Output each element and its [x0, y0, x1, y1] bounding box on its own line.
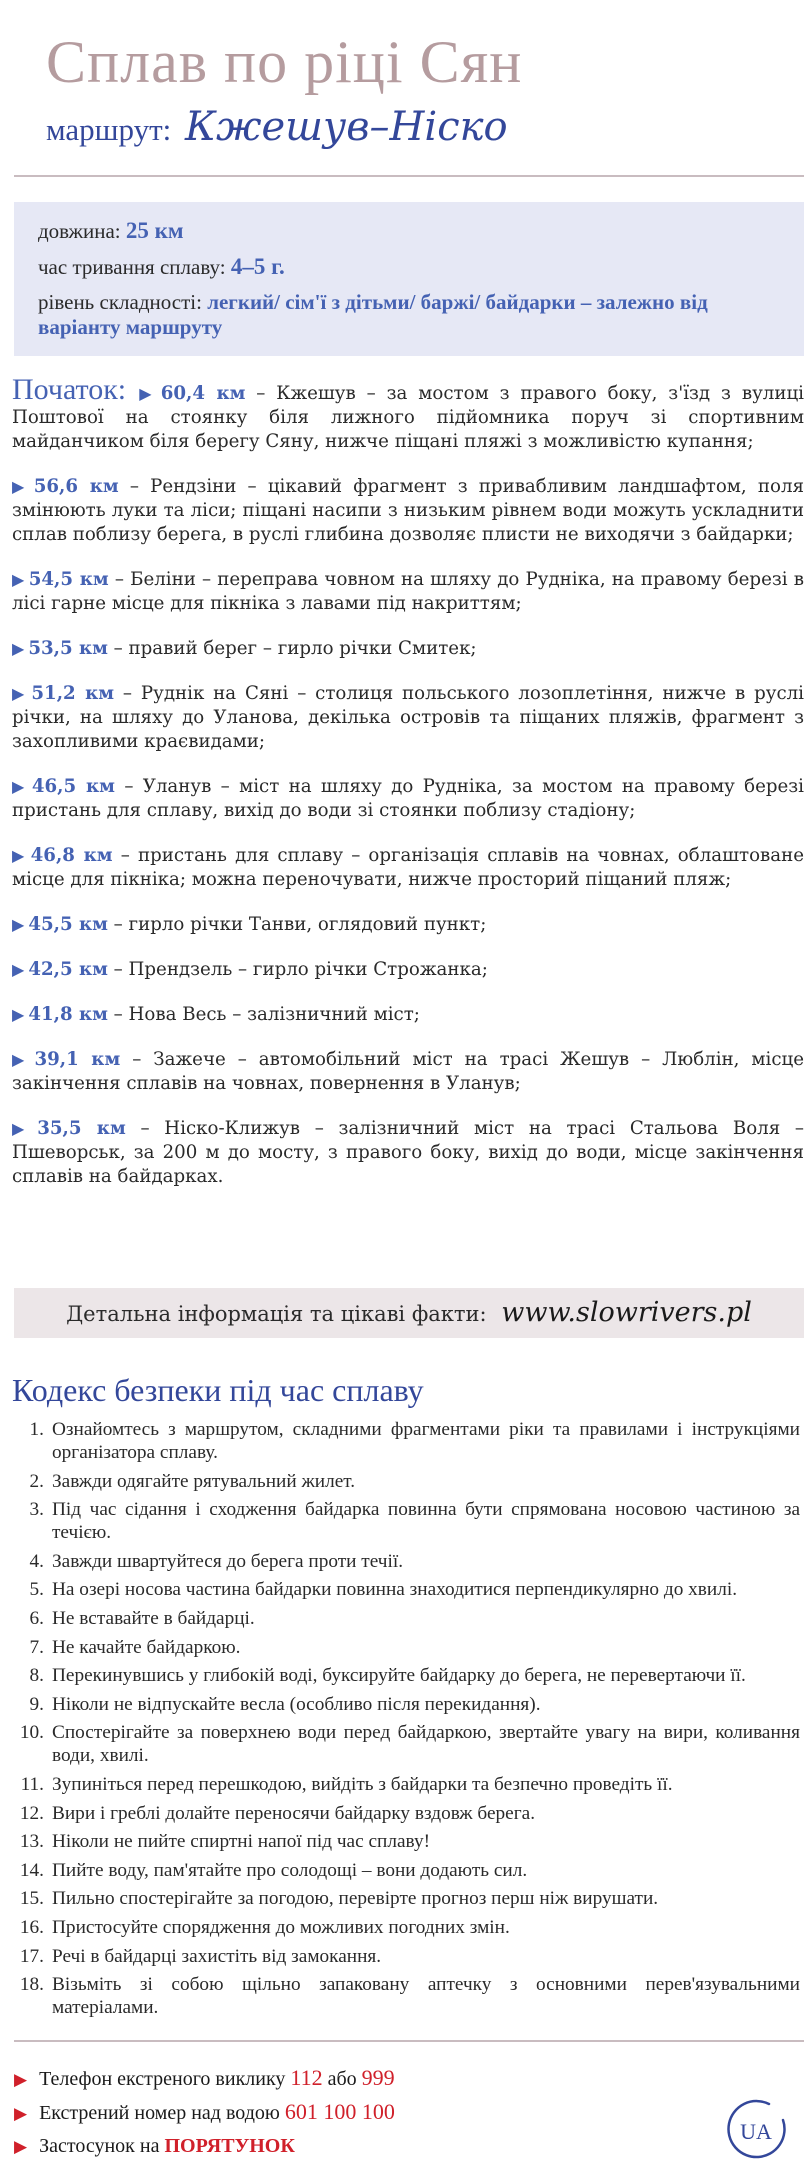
route-point-km: 51,2 км	[31, 683, 115, 704]
route-point	[12, 958, 804, 982]
more-info-link[interactable]: www.slowrivers.pl	[501, 1297, 752, 1328]
rule-number: 1.	[29, 1419, 44, 1440]
route-point-text: – Беліни – переправа човном на шляху до Рудніка, на правому березі в лісі гарне місце для пікніка з лавами під накриттям;	[12, 569, 804, 614]
route-point-km: 41,8 км	[28, 1004, 108, 1025]
duration-label: час тривання сплаву:	[38, 255, 226, 279]
more-info-label: Детальна інформація та цікаві факти:	[66, 1302, 487, 1326]
arrow-right-icon: ▶	[14, 2070, 28, 2089]
route-point-km: 35,5 км	[37, 1118, 126, 1139]
route-point	[12, 568, 804, 616]
route-point-text: – Уланув – міст на шляху до Рудніка, за мостом на правому березі пристань для сплаву, вихід до води зі стоянки поблизу стадіону;	[12, 776, 804, 821]
rule-text: Перекинувшись у глибокій воді, буксируйте байдарку до берега, не перевертаючи її.	[52, 1665, 746, 1687]
arrow-right-icon: ▶	[14, 2137, 28, 2156]
triangle-icon: ▶	[12, 777, 28, 796]
rule-number: 11.	[20, 1773, 44, 1795]
rule-number: 3.	[29, 1499, 44, 1521]
triangle-icon: ▶	[134, 384, 157, 403]
route-point-text: – Кжешув – за мостом з правого боку, з'їзд з вулиці Поштової на стоянку біля лижного підйомника поруч зі спортивним майданчиком біля берегу Сяну, нижче піщані пляжі з можливістю купання;	[12, 383, 804, 452]
rule-number: 5.	[29, 1579, 44, 1601]
rule-text: Завжди одягайте рятувальний жилет.	[52, 1470, 356, 1492]
route-point	[12, 1117, 804, 1189]
safety-title: Кодекс безпеки під час сплаву	[12, 1372, 424, 1408]
difficulty-label: рівень складності:	[38, 290, 202, 314]
length-value: 25 км	[125, 218, 184, 243]
rule-text: Пильно спостерігайте за погодою, перевірте прогноз перш ніж вирушати.	[52, 1888, 659, 1910]
safety-rule	[14, 1607, 800, 1630]
safety-rule	[14, 1830, 800, 1853]
rule-number: 2.	[29, 1470, 44, 1492]
rule-text: Візьміть зі собою щільно запаковану аптечку з основними перев'язувальними матеріалами.	[52, 1974, 800, 2019]
rule-text: Речі в байдарці захистіть від замокання.	[52, 1945, 382, 1967]
route-point-km: 42,5 км	[28, 959, 108, 980]
route-point-text: – Прендзель – гирло річки Строжанка;	[113, 959, 488, 980]
rule-text: Не качайте байдаркою.	[52, 1636, 241, 1658]
triangle-icon: ▶	[12, 639, 25, 658]
safety-rule	[14, 1721, 800, 1767]
route-point	[12, 775, 804, 823]
rule-number: 7.	[29, 1636, 44, 1658]
rule-text: Під час сідання і сходження байдарка повинна бути спрямована носовою частиною за течією.	[52, 1499, 800, 1544]
water-rescue-number[interactable]: 601 100 100	[284, 2099, 395, 2124]
safety-rule	[14, 1470, 800, 1493]
route-point-text: – гирло річки Танви, оглядовий пункт;	[113, 914, 487, 935]
route-point-text: – пристань для сплаву – організація сплавів на човнах, облаштоване місце для пікніка; можна переночувати, нижче просторий піщаний пляж;	[12, 845, 804, 890]
triangle-icon: ▶	[12, 1005, 25, 1024]
safety-rule	[14, 1636, 800, 1659]
rule-number: 6.	[29, 1607, 44, 1629]
route-point-text: – Ніско-Клижув – залізничний міст на трасі Стальова Воля – Пшеворськ, за 200 м до мосту, з правого боку, вихід до води, місце закінчення сплавів на байдарках.	[12, 1118, 804, 1187]
water-rescue-label: Екстрений номер над водою	[39, 2102, 280, 2124]
rule-number: 15.	[19, 1888, 44, 1910]
rule-text: На озері носова частина байдарки повинна знаходитися перпендикулярно до хвилі.	[52, 1579, 738, 1601]
rule-text: Пристосуйте спорядження до можливих погодних змін.	[52, 1916, 510, 1938]
safety-rule	[14, 1945, 800, 1968]
route-line	[46, 104, 508, 150]
route-point	[12, 913, 804, 937]
divider	[14, 175, 804, 177]
rule-number: 9.	[29, 1693, 44, 1715]
rule-number: 10.	[19, 1722, 44, 1744]
route-point-text: – Рендзіни – цікавий фрагмент з привабливим ландшафтом, поля змінюють луки та ліси; піщані насипи з низьким рівнем води можуть ускладнити сплав поблизу берега, в руслі глибина дозволяє плисти не виходячи з байдарки;	[12, 476, 804, 545]
triangle-icon: ▶	[12, 1050, 31, 1069]
safety-rule	[14, 1578, 800, 1601]
safety-rule	[14, 1498, 800, 1544]
emergency-contacts	[14, 2062, 395, 2163]
duration-value: 4–5 г.	[230, 254, 285, 279]
rule-number: 14.	[19, 1859, 44, 1881]
rule-text: Пийте воду, пам'ятайте про солодощі – вони додають сил.	[52, 1859, 528, 1881]
safety-rules	[14, 1418, 800, 2025]
route-value: Кжешув–Ніско	[185, 104, 508, 150]
route-points	[12, 373, 804, 1210]
rule-number: 4.	[29, 1550, 44, 1572]
route-point-km: 46,5 км	[31, 776, 115, 797]
route-point	[12, 844, 804, 892]
route-point-km: 53,5 км	[28, 638, 108, 659]
duration-row	[38, 254, 780, 280]
more-info-banner	[14, 1288, 804, 1338]
safety-rule	[14, 1916, 800, 1939]
app-row	[14, 2130, 395, 2163]
route-point	[12, 1048, 804, 1096]
rule-text: Зупиніться перед перешкодою, вийдіть з байдарки та безпечно проведіть її.	[52, 1773, 673, 1795]
safety-rule	[14, 1693, 800, 1716]
rule-text: Не вставайте в байдарці.	[52, 1607, 255, 1629]
route-point	[12, 682, 804, 754]
rule-text: Вири і греблі долайте переносячи байдарку вздовж берега.	[52, 1802, 536, 1824]
route-point-text: – правий берег – гирло річки Смитек;	[113, 638, 477, 659]
safety-rule	[14, 1773, 800, 1796]
emergency-number-999[interactable]: 999	[361, 2065, 395, 2090]
start-label: Початок:	[12, 373, 127, 406]
route-point-text: – Руднік на Сяні – столиця польського лозоплетіння, нижче в руслі річки, на шляху до Уланова, декілька островів та піщаних пляжів, фрагмент з захопливими краєвидами;	[12, 683, 804, 752]
length-label: довжина:	[38, 219, 121, 243]
triangle-icon: ▶	[12, 915, 25, 934]
rule-number: 8.	[29, 1665, 44, 1687]
rule-number: 18.	[19, 1974, 44, 1996]
water-rescue-row	[14, 2096, 395, 2130]
divider	[14, 2040, 804, 2042]
route-label: маршрут:	[46, 112, 172, 147]
emergency-call-row	[14, 2062, 395, 2096]
rule-text: Завжди швартуйтеся до берега проти течії.	[52, 1550, 404, 1572]
emergency-label: Телефон екстреного виклику	[39, 2068, 286, 2090]
safety-rule	[14, 1973, 800, 2019]
page-title: Сплав по ріці Сян	[46, 29, 523, 95]
safety-rule	[14, 1418, 800, 1464]
difficulty-row	[38, 290, 780, 340]
ua-logo-text: UA	[740, 2119, 772, 2144]
ua-logo-icon	[725, 2098, 789, 2162]
route-point-km: 56,6 км	[33, 476, 119, 497]
triangle-icon: ▶	[12, 570, 25, 589]
arrow-right-icon: ▶	[14, 2104, 28, 2123]
rule-number: 16.	[19, 1916, 44, 1938]
length-row	[38, 218, 780, 244]
emergency-number-112[interactable]: 112	[290, 2065, 323, 2090]
safety-rule	[14, 1887, 800, 1910]
rule-number: 13.	[19, 1831, 44, 1853]
triangle-icon: ▶	[12, 960, 25, 979]
triangle-icon: ▶	[12, 477, 30, 496]
rule-number: 17.	[19, 1945, 44, 1967]
triangle-icon: ▶	[12, 846, 27, 865]
rule-text: Ознайомтесь з маршрутом, складними фрагментами ріки та правилами і інструкціями організатора сплаву.	[52, 1419, 800, 1463]
route-point-km: 46,8 км	[30, 845, 113, 866]
safety-rule	[14, 1802, 800, 1825]
info-box	[14, 202, 804, 356]
route-point-text: – Нова Весь – залізничний міст;	[113, 1004, 420, 1025]
route-point	[12, 475, 804, 547]
rule-number: 12.	[19, 1802, 44, 1824]
safety-rule	[14, 1664, 800, 1687]
route-point-text: – Зажече – автомобільний міст на трасі Жешув – Люблін, місце закінчення сплавів на човнах, повернення в Уланув;	[12, 1049, 804, 1094]
rule-text: Ніколи не відпускайте весла (особливо після перекидання).	[52, 1693, 541, 1715]
route-point-km: 54,5 км	[28, 569, 109, 590]
route-point	[12, 373, 804, 454]
route-point-km: 45,5 км	[28, 914, 108, 935]
safety-rule	[14, 1550, 800, 1573]
route-point-km: 60,4 км	[160, 383, 246, 404]
route-point	[12, 1003, 804, 1027]
app-label: Застосунок на	[39, 2135, 160, 2157]
rule-text: Ніколи не пийте спиртні напої під час сплаву!	[52, 1831, 431, 1853]
emergency-or: або	[327, 2068, 357, 2090]
rule-text: Спостерігайте за поверхнею води перед байдаркою, звертайте увагу на вири, коливання води, хвилі.	[52, 1722, 800, 1767]
route-point-km: 39,1 км	[34, 1049, 121, 1070]
difficulty-value: легкий/ сім'ї з дітьми/ баржі/ байдарки – залежно від варіанту маршруту	[38, 290, 708, 339]
triangle-icon: ▶	[12, 1119, 34, 1138]
app-name[interactable]: ПОРЯТУНОК	[164, 2135, 295, 2157]
safety-rule	[14, 1859, 800, 1882]
triangle-icon: ▶	[12, 684, 28, 703]
route-point	[12, 637, 804, 661]
